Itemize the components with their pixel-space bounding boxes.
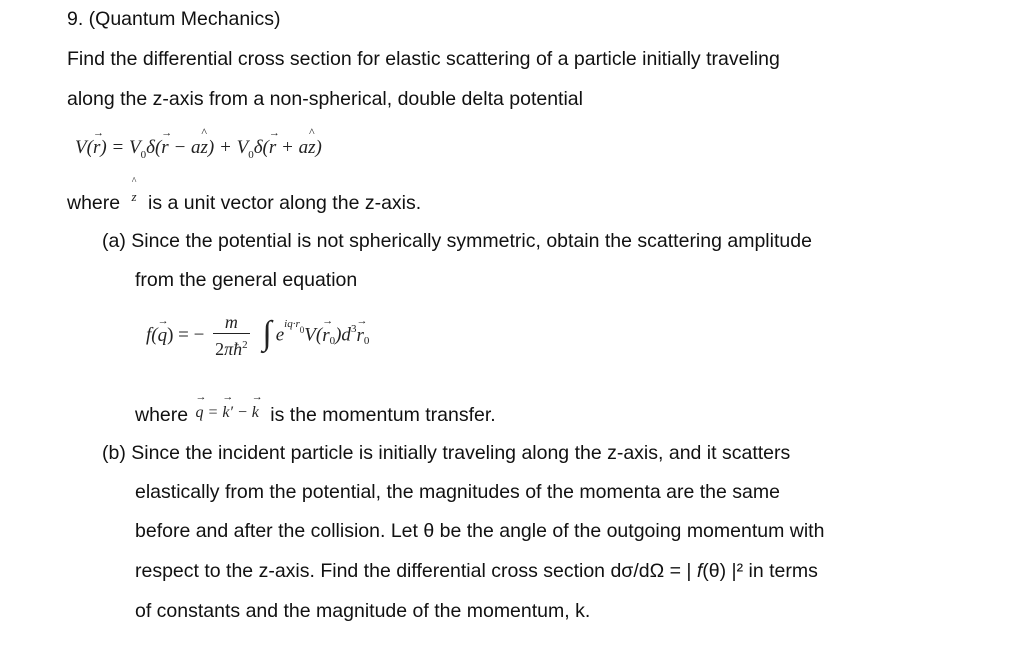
where-word-a: where <box>135 404 189 426</box>
where-word: where <box>67 192 121 214</box>
amplitude-fraction: $\frac{m}{2\pi ħ^2}$ <box>215 312 248 359</box>
amplitude-equation: f( → q) = − $\frac{m}{2\pi ħ^2}$ ∫ $e^{iq\cdot r}_0V$( → $r_0)d^3$ → $r_0$ <box>146 312 370 359</box>
intro-line-2: along the z-axis from a non-spherical, double delta potential <box>67 88 583 110</box>
z-hat-symbol: ^ z <box>131 176 137 204</box>
unit-vector-description: is a unit vector along the z-axis. <box>148 192 422 214</box>
part-a-line-1: (a) Since the potential is not spherically symmetric, obtain the scattering amplitude <box>102 230 812 252</box>
part-b-line-1: (b) Since the incident particle is initially traveling along the z-axis, and it scatters <box>102 442 791 464</box>
potential-equation: V( → $r) = V_0\delta$( → r − a ^ $z) + V_0\delta$( → r + a ^ z) <box>75 125 322 161</box>
part-b-line-3: before and after the collision. Let θ be the angle of the outgoing momentum with <box>135 520 825 542</box>
momentum-transfer-description: is the momentum transfer. <box>270 404 496 426</box>
intro-line-1: Find the differential cross section for elastic scattering of a particle initially traveling <box>67 48 780 70</box>
problem-title: 9. (Quantum Mechanics) <box>67 8 281 30</box>
momentum-transfer-equation: → q = → k′ − → k <box>195 391 263 421</box>
part-a-line-2: from the general equation <box>135 269 358 291</box>
part-b-line-4: respect to the z-axis. Find the differential cross section dσ/dΩ = | f(θ) |² in terms <box>135 560 818 582</box>
part-b-line-5: of constants and the magnitude of the momentum, k. <box>135 600 591 622</box>
where-unit-vector-line <box>67 176 422 217</box>
momentum-transfer-line <box>135 391 496 429</box>
part-b-line-2: elastically from the potential, the magnitudes of the momenta are the same <box>135 481 780 503</box>
